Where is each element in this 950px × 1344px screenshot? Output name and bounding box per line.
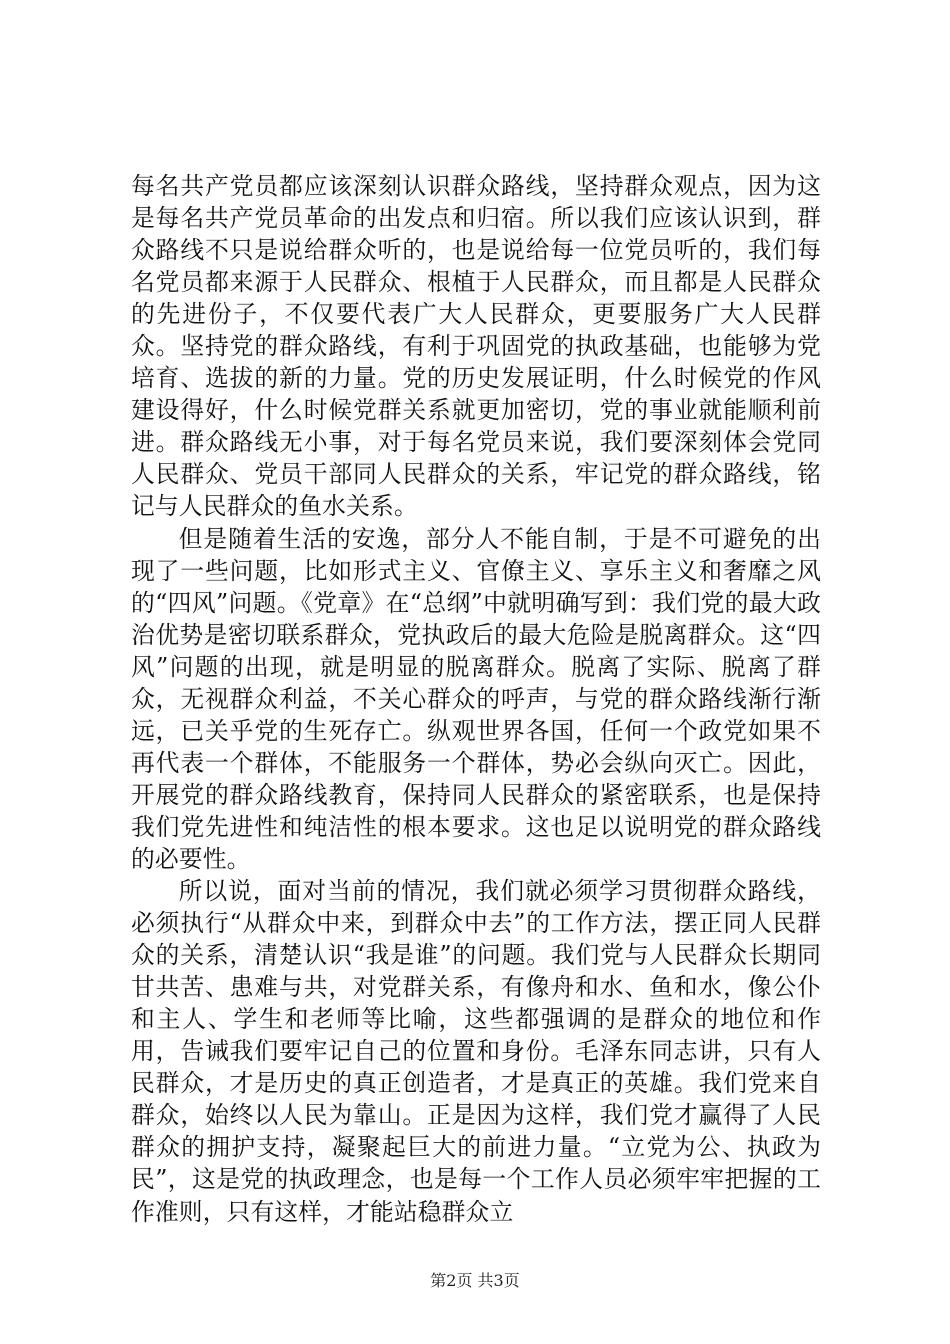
- paragraph-3: 所以说，面对当前的情况，我们就必须学习贯彻群众路线，必须执行“从群众中来，到群众中去”的工作方法，摆正同人民群众的关系，清楚认识“我是谁”的问题。我们党与人民群众长期同甘共苦、患难与共，对党群关系，有像舟和水、鱼和水，像公仆和主人、学生和老师等比喻，这些都强调的是群众的地位和作用，告诫我们要牢记自己的位置和身份。毛泽东同志讲，只有人民群众，才是历史的真正创造者，才是真正的英雄。我们党来自群众，始终以人民为靠山。正是因为这样，我们党才赢得了人民群众的拥护支持，凝聚起巨大的前进力量。“立党为公、执政为民”，这是党的执政理念，也是每一个工作人员必须牢牢把握的工作准则，只有这样，才能站稳群众立: [131, 877, 821, 1226]
- paragraph-1: 每名共产党员都应该深刻认识群众路线，坚持群众观点，因为这是每名共产党员革命的出发点和归宿。所以我们应该认识到，群众路线不只是说给群众听的，也是说给每一位党员听的，我们每名党员都来源于人民群众、根植于人民群众，而且都是人民群众的先进份子，不仅要代表广大人民群众，更要服务广大人民群众。坚持党的群众路线，有利于巩固党的执政基础，也能够为党培育、选拔的新的力量。党的历史发展证明，什么时候党的作风建设得好，什么时候党群关系就更加密切，党的事业就能顺利前进。群众路线无小事，对于每名党员来说，我们要深刻体会党同人民群众、党员干部同人民群众的关系，牢记党的群众路线，铭记与人民群众的鱼水关系。: [131, 172, 821, 521]
- page-number-footer: 第2页 共3页: [430, 1271, 520, 1290]
- document-body: [131, 170, 821, 1228]
- paragraph-2: 但是随着生活的安逸，部分人不能自制，于是不可避免的出现了一些问题，比如形式主义、官僚主义、享乐主义和奢靡之风的“四风”问题。《党章》在“总纲”中就明确写到：我们党的最大政治优势是密切联系群众，党执政后的最大危险是脱离群众。这“四风”问题的出现，就是明显的脱离群众。脱离了实际、脱离了群众，无视群众利益，不关心群众的呼声，与党的群众路线渐行渐远，已关乎党的生死存亡。纵观世界各国，任何一个政党如果不再代表一个群体，不能服务一个群体，势必会纵向灭亡。因此，开展党的群众路线教育，保持同人民群众的紧密联系，也是保持我们党先进性和纯洁性的根本要求。这也足以说明党的群众路线的必要性。: [131, 524, 821, 873]
